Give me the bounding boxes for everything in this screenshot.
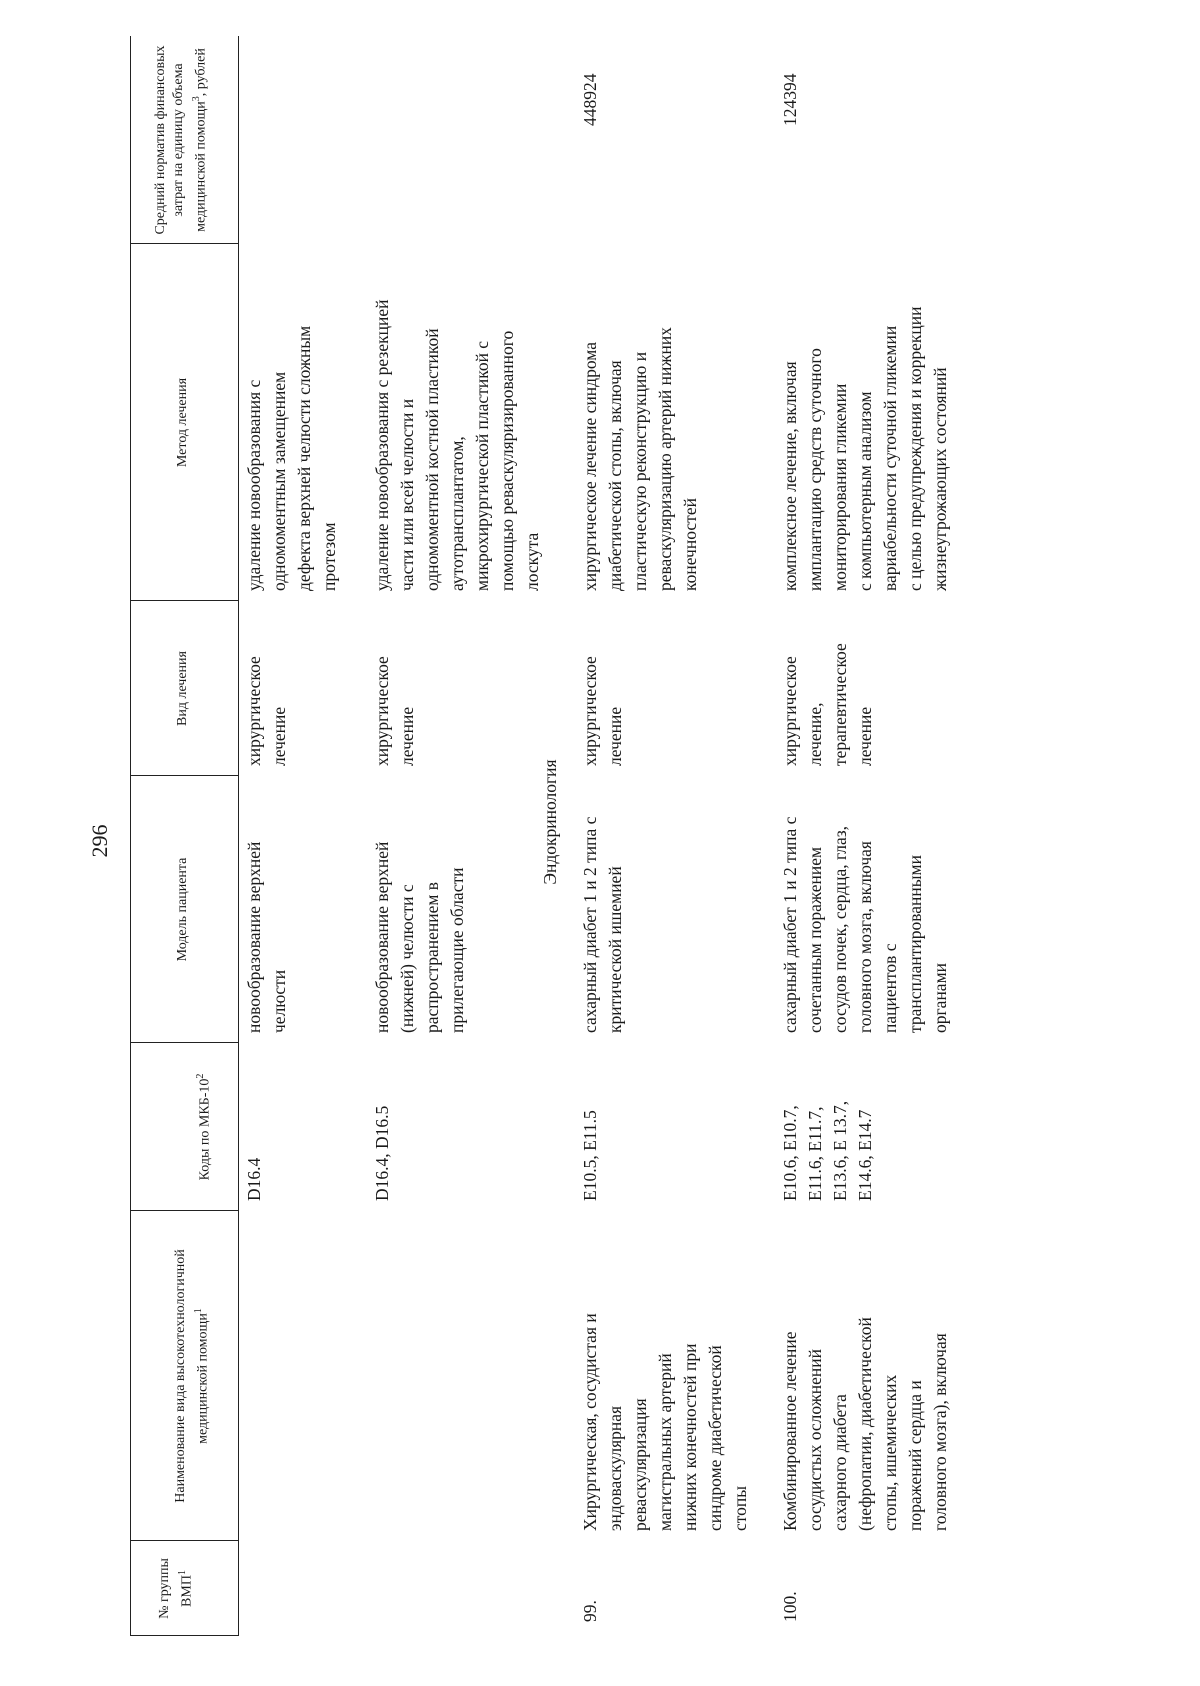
cell-model: новообразование верхней (нижней) челюсти с распространением в прилегающие области bbox=[372, 841, 467, 1033]
cell-care-name: Хирургическая, сосудистая и эндоваскулярная реваскуляризация магистральных артерий нижних конечностей при синдроме диабетической стопы bbox=[580, 1313, 750, 1531]
cell-group-no: 99. bbox=[580, 1600, 600, 1622]
header-treatment-method: Метод лечения bbox=[175, 377, 190, 468]
cell-care-name: Комбинированное лечение сосудистых осложнений сахарного диабета (нефропатии, диабетической стопы, ишемических поражений сердца и головного мозга), включая bbox=[780, 1317, 950, 1531]
header-group-no: № группы ВМП$^1$ bbox=[157, 1558, 195, 1619]
cell-codes: E10.5, E11.5 bbox=[580, 1110, 600, 1201]
page-number: 296 bbox=[87, 824, 112, 858]
cell-codes: E10.6, E10.7, E11.6, E11.7, E13.6, E 13.7, E14.6, E14.7 bbox=[780, 1100, 875, 1201]
cell-group-no: 100. bbox=[780, 1591, 800, 1622]
header-bottom-border bbox=[238, 36, 239, 1636]
table-top-border bbox=[130, 36, 131, 1636]
cell-kind: хирургическое лечение bbox=[580, 656, 625, 766]
rotated-table bbox=[130, 36, 1040, 1636]
cell-cost: 448924 bbox=[580, 73, 600, 126]
cell-method: удаление новообразования с резекцией части или всей челюсти и одномоментной костной пластикой аутотрансплантатом, микрохирургической пластикой с помощью реваскуляризированного лоскута bbox=[372, 299, 542, 591]
cell-codes: D16.4 bbox=[244, 1157, 264, 1201]
cell-model: новообразование верхней челюсти bbox=[244, 841, 289, 1033]
cell-kind: хирургическое лечение, терапевтическое лечение bbox=[780, 643, 875, 766]
cell-method: удаление новообразования с одномоментным замещением дефекта верхней челюсти сложным протезом bbox=[244, 325, 339, 591]
cell-model: сахарный диабет 1 и 2 типа с критической ишемией bbox=[580, 816, 625, 1033]
section-title: Эндокринология bbox=[540, 759, 560, 885]
header-treatment-kind: Вид лечения bbox=[175, 651, 190, 726]
cell-model: сахарный диабет 1 и 2 типа с сочетанным поражением сосудов почек, сердца, глаз, головного мозга, включая пациентов с трансплантированными органами bbox=[780, 816, 950, 1033]
cell-kind: хирургическое лечение bbox=[244, 656, 289, 766]
cell-codes: D16.4, D16.5 bbox=[372, 1105, 392, 1201]
cell-method: хирургическое лечение синдрома диабетической стопы, включая пластическую реконструкцию и реваскуляризацию артерий нижних конечностей bbox=[580, 327, 700, 591]
cell-method: комплексное лечение, включая имплантацию средств суточного мониторирования гликемии с компьютерным анализом вариабельности суточной гликемии с целью предупреждения и коррекции жизнеугрожающих состояний bbox=[780, 306, 950, 591]
cell-cost: 124394 bbox=[780, 73, 800, 126]
header-icd-codes: Коды по МКБ-$10^2$ bbox=[195, 1073, 213, 1181]
header-patient-model: Модель пациента bbox=[175, 857, 190, 962]
header-cost-norm: Средний норматив финансовых затрат на единицу объема медицинской помощи$^3$, рублей bbox=[153, 45, 209, 235]
header-care-name: Наименование вида высокотехнологичной медицинской помощи$^1$ bbox=[173, 1249, 211, 1503]
cell-kind: хирургическое лечение bbox=[372, 656, 417, 766]
